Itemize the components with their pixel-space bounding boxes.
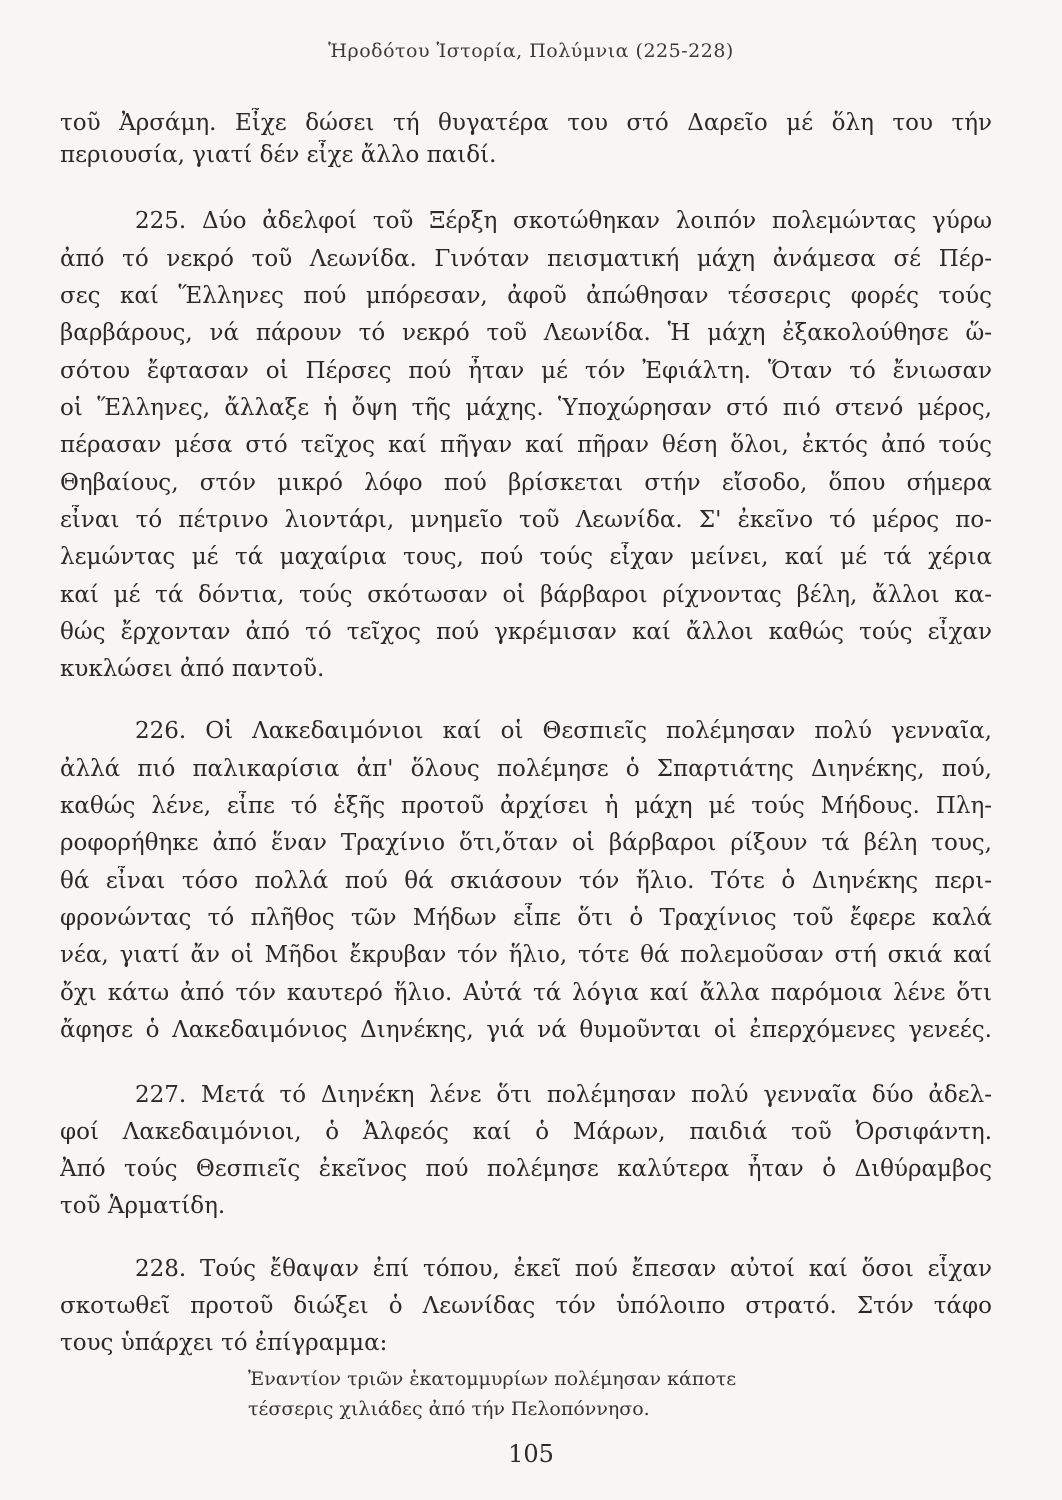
text-line: 228. Τούς ἔθαψαν ἐπί τόπου, ἐκεῖ πού ἔπεσαν αὐτοί καί ὅσοι εἶχαν <box>135 1256 992 1282</box>
text-line: ἀλλά πιό παλικαρίσια ἀπ' ὅλους πολέμησε ὁ Σπαρτιάτης Διηνέκης, πού, <box>60 756 992 782</box>
text-line: πέρασαν μέσα στό τεῖχος καί πῆγαν καί πῆραν θέση ὅλοι, ἐκτός ἀπό τούς <box>60 432 992 458</box>
text-line: ἄφησε ὁ Λακεδαιμόνιος Διηνέκης, γιά νά θυμοῦνται οἱ ἐπερχόμενες γενεές. <box>60 1017 992 1043</box>
text-line: καθώς λένε, εἶπε τό ἑξῆς προτοῦ ἀρχίσει ἡ μάχη μέ τούς Μήδους. Πλη- <box>60 793 992 819</box>
text-line: σες καί Ἕλληνες πού μπόρεσαν, ἀφοῦ ἀπώθησαν τέσσερις φορές τούς <box>60 283 992 309</box>
text-line: νέα, γιατί ἄν οἱ Μῆδοι ἔκρυβαν τόν ἥλιο, τότε θά πολεμοῦσαν στή σκιά καί <box>60 942 992 968</box>
text-line: περιουσία, γιατί δέν εἶχε ἄλλο παιδί. <box>60 142 497 168</box>
text-line: ροφορήθηκε ἀπό ἕναν Τραχίνιο ὅτι,ὅταν οἱ βάρβαροι ρίξουν τά βέλη τους, <box>60 830 992 856</box>
text-line: Ἀπό τούς Θεσπιεῖς ἐκεῖνος πού πολέμησε καλύτερα ἦταν ὁ Διθύραμβος <box>60 1156 992 1182</box>
text-line: καί μέ τά δόντια, τούς σκότωσαν οἱ βάρβαροι ρίχνοντας βέλη, ἄλλοι κα- <box>60 582 992 608</box>
text-line: θώς ἔρχονταν ἀπό τό τεῖχος πού γκρέμισαν καί ἄλλοι καθώς τούς εἶχαν <box>60 619 992 645</box>
page-number: 105 <box>508 1440 554 1468</box>
text-line: οἱ Ἕλληνες, ἄλλαξε ἡ ὄψη τῆς μάχης. Ὑποχώρησαν στό πιό στενό μέρος, <box>60 395 992 421</box>
text-line: 225. Δύο ἀδελφοί τοῦ Ξέρξη σκοτώθηκαν λοιπόν πολεμώντας γύρω <box>135 208 992 234</box>
text-line: τοῦ Ἀρσάμη. Εἶχε δώσει τή θυγατέρα του στό Δαρεῖο μέ ὅλη του τήν <box>60 110 992 136</box>
text-line: βαρβάρους, νά πάρουν τό νεκρό τοῦ Λεωνίδα. Ἡ μάχη ἐξακολούθησε ὥ- <box>60 320 992 346</box>
text-line: θά εἶναι τόσο πολλά πού θά σκιάσουν τόν ἥλιο. Τότε ὁ Διηνέκης περι- <box>60 868 992 894</box>
text-line: ἀπό τό νεκρό τοῦ Λεωνίδα. Γινόταν πεισματική μάχη ἀνάμεσα σέ Πέρ- <box>60 246 992 272</box>
text-line: κυκλώσει ἀπό παντοῦ. <box>60 656 325 682</box>
text-line: Θηβαίους, στόν μικρό λόφο πού βρίσκεται στήν εἴσοδο, ὅπου σήμερα <box>60 470 992 496</box>
epigram-line: Ἐναντίον τριῶν ἑκατομμυρίων πολέμησαν κάποτε <box>248 1368 737 1390</box>
text-line: φοί Λακεδαιμόνιοι, ὁ Ἀλφεός καί ὁ Μάρων, παιδιά τοῦ Ὀρσιφάντη. <box>60 1119 992 1145</box>
text-line: 227. Μετά τό Διηνέκη λένε ὅτι πολέμησαν πολύ γενναῖα δύο ἀδελ- <box>135 1082 992 1108</box>
text-line: ὄχι κάτω ἀπό τόν καυτερό ἥλιο. Αὐτά τά λόγια καί ἄλλα παρόμοια λένε ὅτι <box>60 980 992 1006</box>
text-line: λεμώντας μέ τά μαχαίρια τους, πού τούς εἶχαν μείνει, καί μέ τά χέρια <box>60 544 992 570</box>
text-line: σότου ἔφτασαν οἱ Πέρσες πού ἦταν μέ τόν Ἐφιάλτη. Ὅταν τό ἔνιωσαν <box>60 358 992 384</box>
text-line: τοῦ Ἁρματίδη. <box>60 1193 226 1219</box>
text-line: εἶναι τό πέτρινο λιοντάρι, μνημεῖο τοῦ Λεωνίδα. Σ' ἐκεῖνο τό μέρος πο- <box>60 507 992 533</box>
text-line: τους ὑπάρχει τό ἐπίγραμμα: <box>60 1330 388 1356</box>
running-header: Ἡροδότου Ἱστορία, Πολύμνια (225-228) <box>328 40 734 62</box>
text-line: φρονώντας τό πλῆθος τῶν Μήδων εἶπε ὅτι ὁ Τραχίνιος τοῦ ἔφερε καλά <box>60 905 992 931</box>
text-line: 226. Οἱ Λακεδαιμόνιοι καί οἱ Θεσπιεῖς πολέμησαν πολύ γενναῖα, <box>135 718 992 744</box>
text-line: σκοτωθεῖ προτοῦ διώξει ὁ Λεωνίδας τόν ὑπόλοιπο στρατό. Στόν τάφο <box>60 1293 992 1319</box>
epigram-line: τέσσερις χιλιάδες ἀπό τήν Πελοπόννησο. <box>248 1398 650 1420</box>
